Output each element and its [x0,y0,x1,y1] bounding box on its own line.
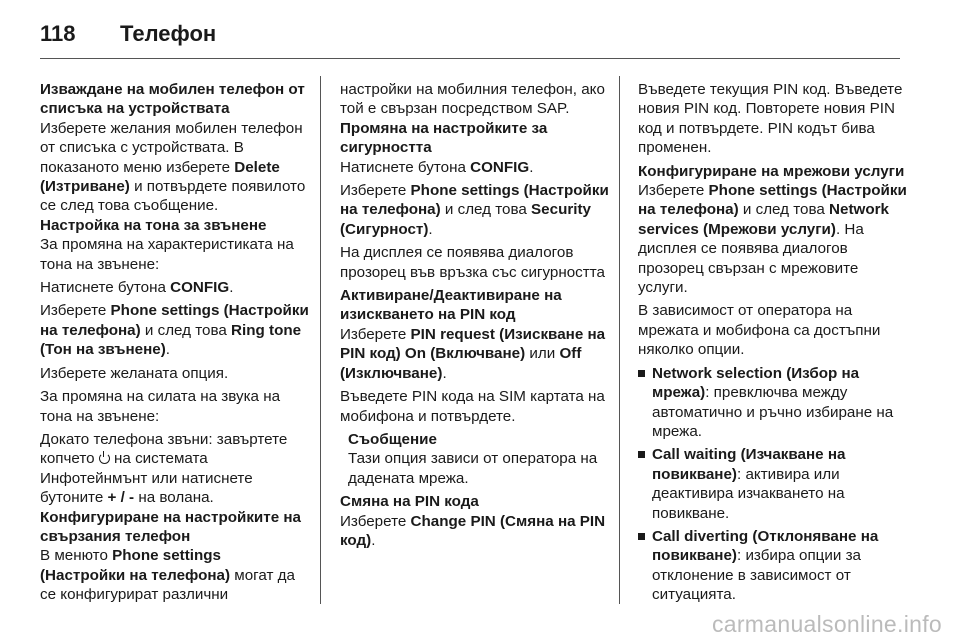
header-rule [40,58,900,59]
bullet-square-icon [638,451,645,458]
paragraph-configure-phone: В менюто Phone settings (Настройки на телефона) могат да се конфигурират различни [40,547,295,604]
list-item-call-diverting: Call diverting (Отклоняване на повикване): избира опции за отклонение в зависимост от ситуацията. [638,527,910,605]
column-divider-2 [619,76,620,604]
paragraph-press-config: Натиснете бутона CONFIG. [40,279,234,297]
heading-network-services: Конфигуриране на мрежови услуги [638,162,905,180]
heading-pin-request: Активиране/Деактивиране на изискването на PIN код [340,287,562,324]
heading-change-pin: Смяна на PIN кода [340,493,479,511]
column-2 [340,80,610,550]
paragraph-remove-phone: Изберете желания мобилен телефон от списъка с устройствата. В показаното меню изберете Delete (Изтриване) и потвърдете появилото се след това съобщение. [40,119,306,215]
list-item-call-waiting: Call waiting (Изчакване на повикване): активира или деактивира изчакването на повикване. [638,445,910,523]
heading-security: Промяна на настройките за сигурността [340,119,548,157]
note-box [340,430,610,488]
paragraph-volume-steps: Докато телефона звъни: завъртете копчето на системата Инфотейнмънт или натиснете бутоните + / - на волана. [40,430,288,507]
paragraph-ringtone-intro: За промяна на характеристиката на тона на звънене: [40,236,294,273]
list-item-network-selection: Network selection (Избор на мрежа): превключва между автоматично и ръчно избиране на мрежа. [638,364,910,442]
heading-ringtone: Настройка на тона за звънене [40,216,267,234]
paragraph-pin-request: Изберете PIN request (Изискване на PIN код) On (Включване) или Off (Изключване). [340,325,606,382]
page-number: 118 [40,21,76,46]
heading-configure-phone: Конфигуриране на настройките на свързания телефон [40,508,301,545]
paragraph-select-security: Изберете Phone settings (Настройки на телефона) и след това Security (Сигурност). [340,182,609,238]
paragraph-network-services: Изберете Phone settings (Настройки на телефона) и след това Network services (Мрежови услуги). На дисплея се появява диалогов прозорец свързан с мрежовите услуги. [638,182,907,297]
column-3 [638,80,910,605]
paragraph-select-ringtone: Изберете Phone settings (Настройки на телефона) и след това Ring tone (Тон на звънене). [40,302,309,359]
paragraph-volume-intro: За промяна на силата на звука на тона на звънене: [40,388,281,425]
bullet-square-icon [638,370,645,377]
page-header [40,14,216,54]
page-title: Телефон [120,21,217,46]
column-1 [40,80,310,605]
paragraph-security-dialog: На дисплея се появява диалогов прозорец във връзка със сигурността [340,244,605,281]
paragraph-select-option: Изберете желаната опция. [40,364,229,382]
paragraph-pin-steps: Въведете текущия PIN код. Въведете новия PIN код. Повторете новия PIN код и потвърдете. PIN кодът бива променен. [638,81,903,157]
column-divider-1 [320,76,321,604]
paragraph-sap: настройки на мобилния телефон, ако той е свързан посредством SAP. [340,81,605,118]
paragraph-operator-options: В зависимост от оператора на мрежата и мобифона са достъпни няколко опции. [638,302,881,359]
paragraph-press-config-2: Натиснете бутона CONFIG. [340,158,534,176]
power-knob-icon [99,453,110,464]
paragraph-enter-pin: Въведете PIN кода на SIM картата на мобифона и потвърдете. [340,388,605,425]
note-title: Съобщение [348,430,437,448]
paragraph-change-pin: Изберете Change PIN (Смяна на PIN код). [340,512,606,549]
note-text: Тази опция зависи от оператора на дадената мрежа. [348,450,598,487]
watermark: carmanualsonline.info [711,611,942,637]
bullet-square-icon [638,533,645,540]
heading-remove-phone: Изваждане на мобилен телефон от списъка на устройствата [40,81,305,118]
